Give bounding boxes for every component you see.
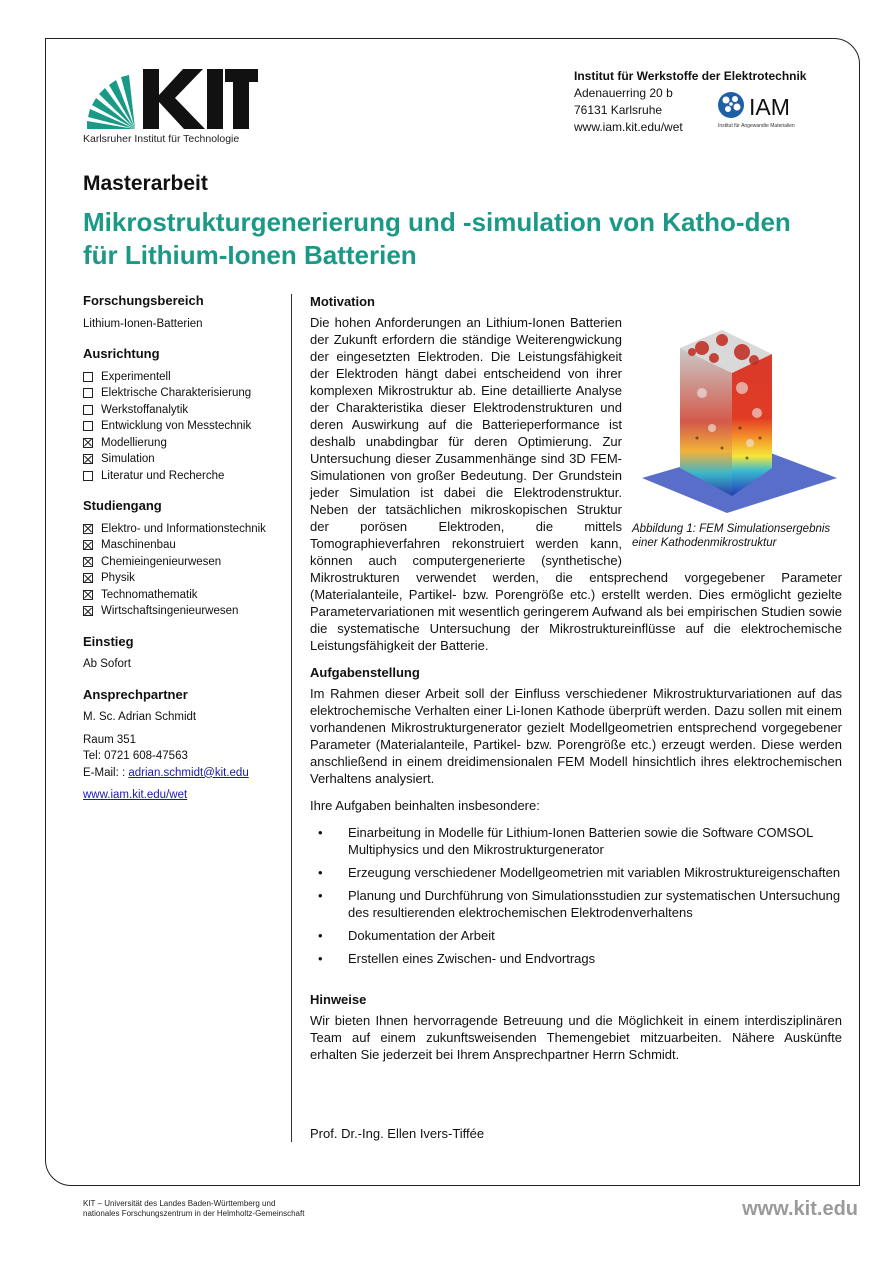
signature: Prof. Dr.-Ing. Ellen Ivers-Tiffée [310,1126,485,1141]
tasks-intro: Ihre Aufgaben beinhalten insbesondere: [310,798,540,813]
iam-logo [716,90,816,130]
research-area-section [83,293,283,332]
orientation-item [83,402,283,419]
task-heading: Aufgabenstellung [310,665,420,680]
kit-logo-subtitle: Karlsruher Institut für Technologie [83,133,240,145]
task-item: • Erstellen eines Zwischen- und Endvortrags [310,950,842,967]
sidebar [83,293,283,818]
orientation-label: Experimentell [101,370,171,383]
contact-section [83,687,283,804]
study-label: Technomathematik [101,588,198,601]
main-content [310,293,842,1063]
institute-website[interactable]: www.iam.kit.edu/wet [574,120,683,134]
orientation-item [83,369,283,386]
contact-email-label: E-Mail: : [83,766,129,779]
contact-web-link[interactable]: www.iam.kit.edu/wet [83,789,188,801]
task-list [310,824,842,967]
contact-email-row [83,765,283,782]
study-item [83,570,283,587]
contact-name: M. Sc. Adrian Schmidt [83,711,197,723]
orientation-item [83,435,283,452]
study-label: Chemieingenieurwesen [101,555,222,568]
study-heading: Studiengang [83,498,162,513]
orientation-heading: Ausrichtung [83,346,160,361]
thesis-type: Masterarbeit [83,172,208,195]
study-list [83,521,283,620]
footer-line-2: nationales Forschungszentrum in der Helmholtz-Gemeinschaft [83,1209,305,1218]
footer-line-1: KIT – Universität des Landes Baden-Württemberg und [83,1199,276,1208]
unchecked-box-icon [83,405,93,415]
unchecked-box-icon [83,421,93,431]
contact-email-link[interactable]: adrian.schmidt@kit.edu [128,766,249,779]
orientation-item [83,418,283,435]
orientation-label: Werkstoffanalytik [101,403,189,416]
start-value: Ab Sofort [83,658,131,670]
notes-heading: Hinweise [310,992,367,1007]
research-area-heading: Forschungsbereich [83,293,204,308]
iam-logo-text: IAM [749,94,790,120]
footer-website[interactable]: www.kit.edu [742,1198,858,1220]
study-label: Wirtschaftsingenieurwesen [101,605,239,617]
title-text: Mikrostrukturgenerierung und -simulation von Katho-den für Lithium-Ionen Batterien [83,207,791,270]
figure [632,318,842,550]
motivation-text: Die hohen Anforderungen an Lithium-Ionen Batterien der Zukunft erfordern die ständige Weiterengwickung der eingesetzten Elektroden. Die Leistungsfähigkeit der Elektroden hängt dabei entscheidend von ihrer komplexen Mikrostruktur ab. Eine detaillierte Analyse der Charakteristika dieser Elektrodenstrukturen und deren Auswirkung auf die Batterieperformance ist deshalb unabdingbar für deren Optimierung. Zur Untersuchung dieser Zusammenhänge sind 3D FEM-Simulationen von großer Bedeutung. Der Grundstein jeder Simulation ist dabei die Elektrodenstruktur. Neben der tatsächlichen mikroskopischen Struktur der porösen Elektroden, die mittels Tomographieverfahren rekonstruiert werden kann, können auch computergenerierte (synthetische) Mikrostrukturen verwendet werden, die entsprechend vorgegebener Parameter (Materialanteile, Partikel- bzw. Porengröße etc.) erstellt werden. Dies ermöglicht gezielte Parametervariationen mit wesentlich geringerem Aufwand als bei empirischen Studien sowie die systematische Untersuchung der Mikrostruktureinflüsse auf die elektrochemische Leistungsfähigkeit der Batterie. [310,315,842,653]
unchecked-box-icon [83,372,93,382]
checked-box-icon [83,606,93,616]
checked-box-icon [83,540,93,550]
figure-caption: Abbildung 1: FEM Simulationsergebnis einer Kathodenmikrostruktur [632,523,831,549]
page-title [83,206,803,272]
study-item [83,537,283,554]
research-area-value: Lithium-Ionen-Batterien [83,317,203,330]
orientation-section [83,346,283,484]
study-label: Maschinenbau [101,539,176,551]
orientation-label: Entwicklung von Messtechnik [101,420,252,432]
checked-box-icon [83,438,93,448]
contact-heading: Ansprechpartner [83,686,188,702]
notes-text: Wir bieten Ihnen hervorragende Betreuung und die Möglichkeit in einem interdisziplinären Team auf einem zukunftsweisenden Themengebiet mitzuarbeiten. Nähere Auskünfte erhalten Sie jederzeit bei Ihrem Ansprechpartner Herrn Schmidt. [310,1013,842,1062]
fem-simulation-image [642,318,837,518]
institute-name: Institut für Werkstoffe der Elektrotechnik [574,69,807,83]
task-item: • Erzeugung verschiedener Modellgeometrien mit variablen Mikrostruktureigenschaften [310,864,842,881]
contact-web-row [83,787,283,804]
study-item [83,521,283,538]
orientation-item [83,451,283,468]
column-divider [291,294,292,1142]
checked-box-icon [83,573,93,583]
contact-phone: Tel: 0721 608-47563 [83,750,188,762]
address-line-2: 76131 Karlsruhe [574,103,663,117]
study-section [83,498,283,620]
orientation-list [83,369,283,485]
study-item [83,587,283,604]
start-section [83,634,283,673]
orientation-label: Simulation [101,453,155,465]
checked-box-icon [83,557,93,567]
unchecked-box-icon [83,471,93,481]
orientation-item [83,385,283,402]
task-item: • Einarbeitung in Modelle für Lithium-Ionen Batterien sowie die Software COMSOL Multiphysics und den Mikrostrukturgenerator [310,824,842,858]
study-label: Physik [101,572,135,584]
orientation-label: Modellierung [101,436,167,449]
study-item [83,554,283,571]
start-heading: Einstieg [83,633,134,649]
checked-box-icon [83,454,93,464]
orientation-label: Literatur und Recherche [101,469,225,482]
checked-box-icon [83,590,93,600]
motivation-heading: Motivation [310,294,375,309]
footer-text [83,1199,304,1219]
orientation-item [83,468,283,485]
study-item [83,603,283,620]
address-line-1: Adenauerring 20 b [574,86,673,100]
task-text: Im Rahmen dieser Arbeit soll der Einfluss verschiedener Mikrostrukturvariationen auf das elektrochemische Verhalten einer Li-Ionen Kathode überprüft werden. Dazu sollen mit einem vorhandenen Mikrostrukturgenerator gezielt Modellgeometrien entsprechend vorgegebener Parameter (Materialanteile, Partikel- bzw. Porengröße etc.) erzeugt werden. Diese werden anschließend in einem dreidimensionalen FEM Modell hinsichtlich ihres elektrochemischen Verhaltens analysiert. [310,686,842,786]
task-item: • Dokumentation der Arbeit [310,927,842,944]
unchecked-box-icon [83,388,93,398]
contact-room: Raum 351 [83,733,137,746]
study-label: Elektro- und Informationstechnik [101,522,266,535]
checked-box-icon [83,524,93,534]
orientation-label: Elektrische Charakterisierung [101,387,252,399]
iam-logo-sub: Institut für Angewandte Materialien [718,123,795,129]
task-item: • Planung und Durchführung von Simulationsstudien zur systematischen Untersuchung des resultierenden elektrochemischen Elektrodenverhaltens [310,887,842,921]
